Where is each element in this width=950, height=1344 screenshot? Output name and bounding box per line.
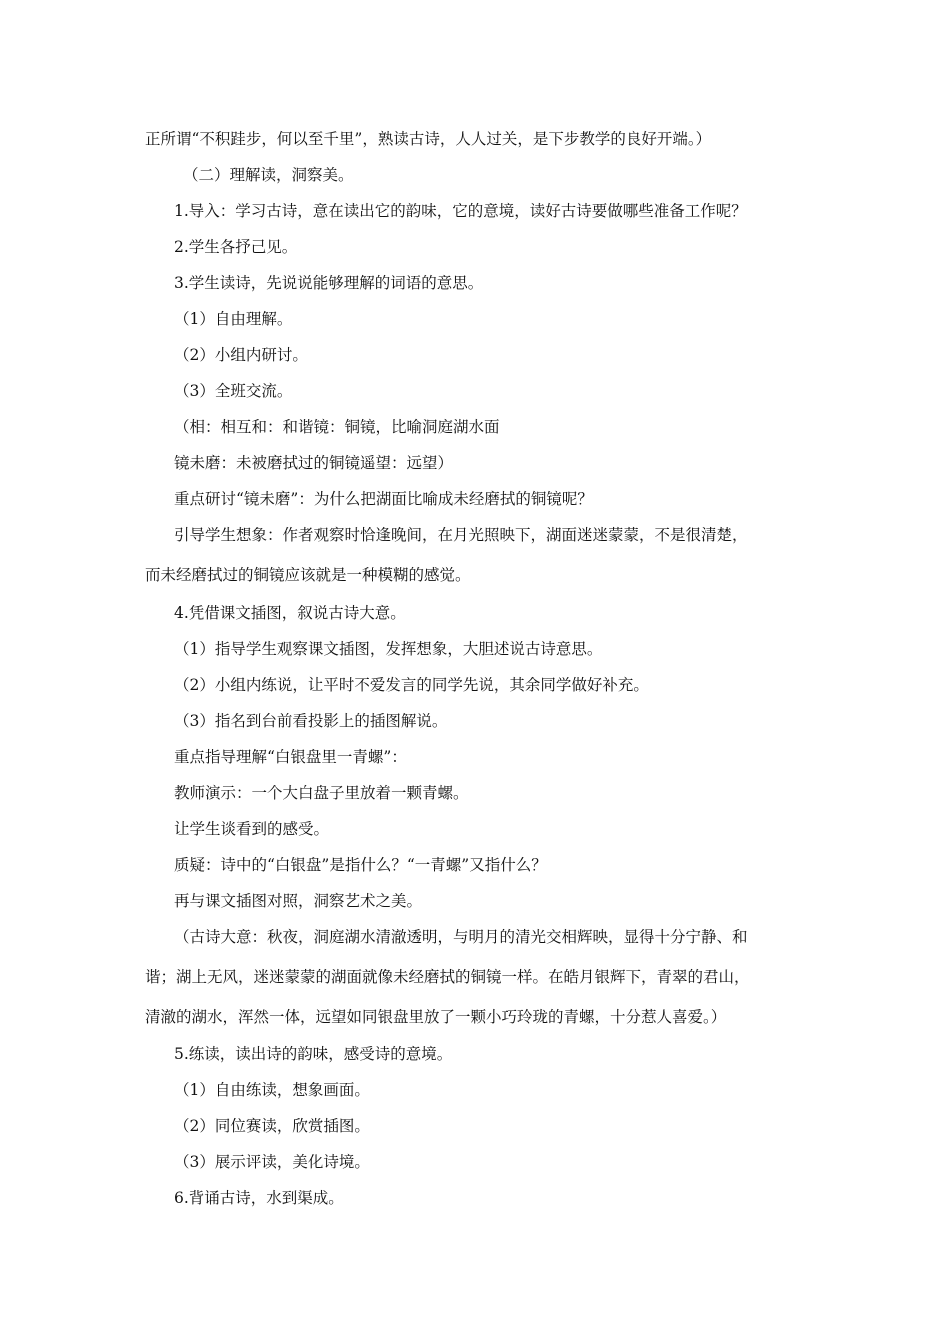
list-item: （2）同位赛读，欣赏插图。 [174, 1117, 370, 1135]
paragraph-line: 正所谓“不积跬步，何以至千里”，熟读古诗，人人过关，是下步教学的良好开端。） [145, 130, 712, 148]
list-item: （1）自由练读，想象画面。 [174, 1081, 370, 1099]
list-item: （1）自由理解。 [174, 310, 293, 328]
list-item: （3）全班交流。 [174, 382, 293, 400]
paragraph-line: 清澈的湖水，浑然一体，远望如同银盘里放了一颗小巧玲珑的青螺，十分惹人喜爱。） [145, 1008, 727, 1026]
paragraph-line: 重点研讨“镜未磨”：为什么把湖面比喻成未经磨拭的铜镜呢？ [174, 490, 593, 508]
list-item: （2）小组内研讨。 [174, 346, 308, 364]
paragraph-line: 而未经磨拭过的铜镜应该就是一种模糊的感觉。 [145, 566, 471, 584]
paragraph-line: 5.练读，读出诗的韵味，感受诗的意境。 [174, 1045, 453, 1063]
list-item: （3）指名到台前看投影上的插图解说。 [174, 712, 448, 730]
paragraph-line: 6.背诵古诗，水到渠成。 [174, 1189, 344, 1207]
section-heading: （二）理解读，洞察美。 [183, 166, 354, 184]
paragraph-line: 4.凭借课文插图，叙说古诗大意。 [174, 604, 406, 622]
paragraph-line: 镜未磨：未被磨拭过的铜镜遥望：远望） [174, 454, 454, 472]
paragraph-line: 再与课文插图对照，洞察艺术之美。 [174, 892, 423, 910]
paragraph-line: 3.学生读诗，先说说能够理解的词语的意思。 [174, 274, 484, 292]
paragraph-line: 谐；湖上无风，迷迷蒙蒙的湖面就像未经磨拭的铜镜一样。在皓月银辉下，青翠的君山， [145, 968, 750, 986]
list-item: （1）指导学生观察课文插图，发挥想象，大胆述说古诗意思。 [174, 640, 603, 658]
list-item: （3）展示评读，美化诗境。 [174, 1153, 370, 1171]
paragraph-line: 2.学生各抒己见。 [174, 238, 298, 256]
list-item: （2）小组内练说，让平时不爱发言的同学先说，其余同学做好补充。 [174, 676, 649, 694]
paragraph-line: （古诗大意：秋夜，洞庭湖水清澈透明，与明月的清光交相辉映，显得十分宁静、和 [174, 928, 748, 946]
paragraph-line: 引导学生想象：作者观察时恰逢晚间，在月光照映下，湖面迷迷蒙蒙，不是很清楚， [174, 526, 748, 544]
paragraph-line: 让学生谈看到的感受。 [174, 820, 330, 838]
paragraph-line: 重点指导理解“白银盘里一青螺”： [174, 748, 407, 766]
paragraph-line: 教师演示：一个大白盘子里放着一颗青螺。 [174, 784, 469, 802]
paragraph-line: 质疑：诗中的“白银盘”是指什么？“一青螺”又指什么？ [174, 856, 547, 874]
paragraph-line: （相：相互和：和谐镜：铜镜，比喻洞庭湖水面 [174, 418, 500, 436]
paragraph-line: 1.导入：学习古诗，意在读出它的韵味，它的意境，读好古诗要做哪些准备工作呢？ [174, 202, 747, 220]
